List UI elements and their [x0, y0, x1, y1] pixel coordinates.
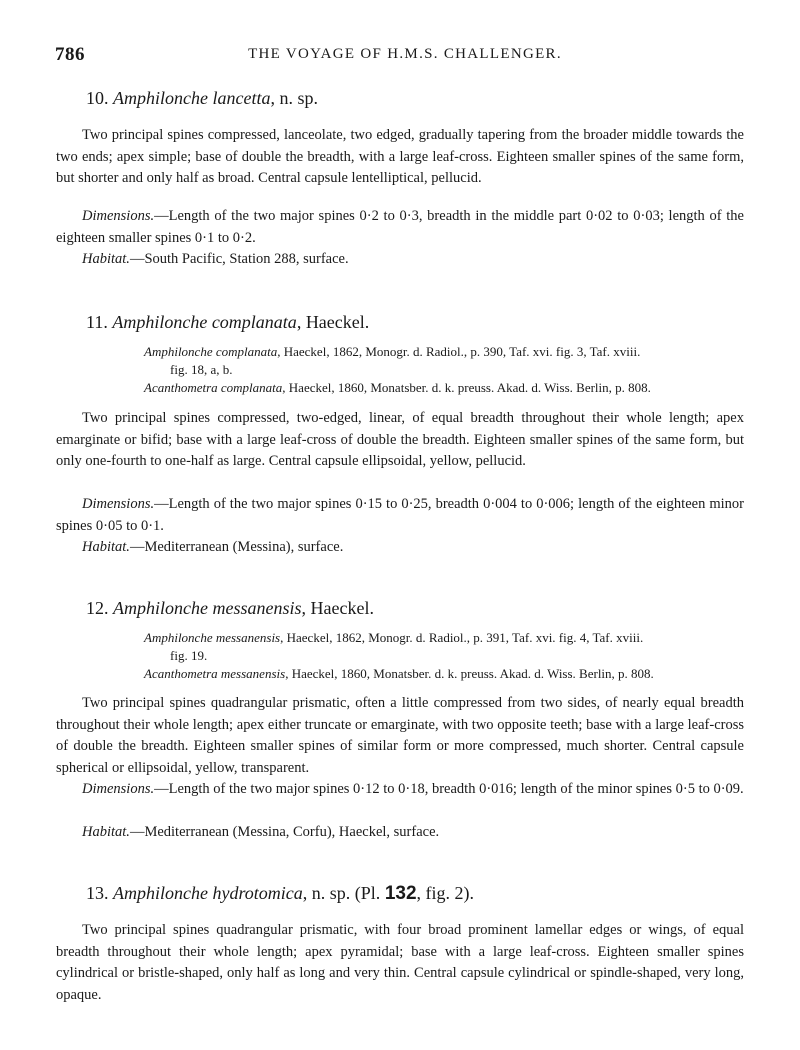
synonym-entry: Acanthometra messanensis, Haeckel, 1860, Monatsber. d. k. preuss. Akad. d. Wiss. Berlin, p. 808.	[144, 666, 654, 681]
species-heading-13: 13. Amphilonche hydrotomica, n. sp. (Pl. 132, fig. 2).	[86, 883, 475, 904]
species-heading-12	[86, 598, 374, 619]
synonym-entry: Amphilonche messanensis, Haeckel, 1862, Monogr. d. Radiol., p. 391, Taf. xvi. fig. 4, Taf. xviii. fig. 19.	[144, 630, 644, 663]
species-authority: , Haeckel.	[296, 312, 370, 332]
species-13-description: Two principal spines quadrangular prismatic, with four broad prominent lamellar edges or wings, of equal breadth throughout their whole length; apex pyramidal; base with a large leaf-cross. Eighteen smaller spines cylindrical or bristle-shaped, only half as long and very thin. Central capsule cylindrical or spindle-shaped, very long, opaque.	[56, 922, 744, 1003]
synonym-entry: Amphilonche complanata, Haeckel, 1862, Monogr. d. Radiol., p. 390, Taf. xvi. fig. 3, Taf. xviii. fig. 18, a, b.	[144, 344, 641, 377]
species-10-dimensions: Dimensions.—Length of the two major spines 0·2 to 0·3, breadth in the middle part 0·02 to 0·03; length of the eighteen smaller spines 0·1 to 0·2.	[56, 208, 744, 246]
species-number: 13.	[86, 883, 109, 903]
species-number: 10.	[86, 88, 109, 108]
species-name: Amphilonche messanensis	[113, 598, 302, 618]
synonym-entry: Acanthometra complanata, Haeckel, 1860, Monatsber. d. k. preuss. Akad. d. Wiss. Berlin, p. 808.	[144, 380, 651, 395]
page-number: 786	[55, 44, 85, 65]
species-heading-11	[86, 312, 369, 333]
species-10-habitat: Habitat.—South Pacific, Station 288, surface.	[82, 251, 349, 267]
species-heading-10	[86, 88, 318, 109]
species-12-dimensions: Dimensions.—Length of the two major spines 0·12 to 0·18, breadth 0·016; length of the minor spines 0·5 to 0·09.	[82, 781, 744, 797]
species-name: Amphilonche hydrotomica	[113, 883, 303, 903]
species-number: 12.	[86, 598, 109, 618]
dimensions-label: Dimensions.	[82, 208, 155, 224]
species-authority: , n. sp.	[270, 88, 318, 108]
plate-number: 132	[384, 883, 417, 904]
dimensions-label: Dimensions.	[82, 496, 155, 512]
species-12-habitat: Habitat.—Mediterranean (Messina, Corfu), Haeckel, surface.	[82, 824, 440, 840]
dimensions-label: Dimensions.	[82, 781, 155, 797]
running-title: THE VOYAGE OF H.M.S. CHALLENGER.	[248, 46, 562, 62]
running-head	[55, 44, 755, 68]
species-name: Amphilonche complanata	[112, 312, 297, 332]
species-authority: , n. sp. (Pl.	[302, 883, 385, 903]
species-authority: , Haeckel.	[301, 598, 374, 618]
species-number: 11.	[86, 312, 108, 332]
species-name: Amphilonche lancetta	[113, 88, 271, 108]
habitat-label: Habitat.	[82, 824, 130, 840]
habitat-label: Habitat.	[82, 251, 130, 267]
species-11-description: Two principal spines compressed, two-edged, linear, of equal breadth throughout their whole length; apex emarginate or bifid; base with a large leaf-cross of double the breadth. Eighteen smaller spines of the same form, but only one-fourth to one-half as large. Central capsule ellipsoidal, yellow, pellucid.	[56, 410, 744, 469]
species-11-dimensions: Dimensions.—Length of the two major spines 0·15 to 0·25, breadth 0·004 to 0·006; length of the eighteen minor spines 0·05 to 0·1.	[56, 496, 744, 534]
species-10-description: Two principal spines compressed, lanceolate, two edged, gradually tapering from the broader middle towards the two ends; apex simple; base of double the breadth, with a large leaf-cross. Eighteen smaller spines of the same form, but shorter and only half as broad. Central capsule lentelliptical, pellucid.	[56, 127, 744, 186]
species-12-description: Two principal spines quadrangular prismatic, often a little compressed from two sides, of nearly equal breadth throughout their whole length; apex either truncate or emarginate, with two opposite teeth; base with a large leaf-cross of double the breadth. Eighteen smaller spines of similar form or more compressed, much shorter. Central capsule spherical or ellipsoidal, yellow, transparent.	[56, 695, 744, 776]
habitat-label: Habitat.	[82, 539, 130, 555]
species-11-habitat: Habitat.—Mediterranean (Messina), surface.	[82, 539, 344, 555]
